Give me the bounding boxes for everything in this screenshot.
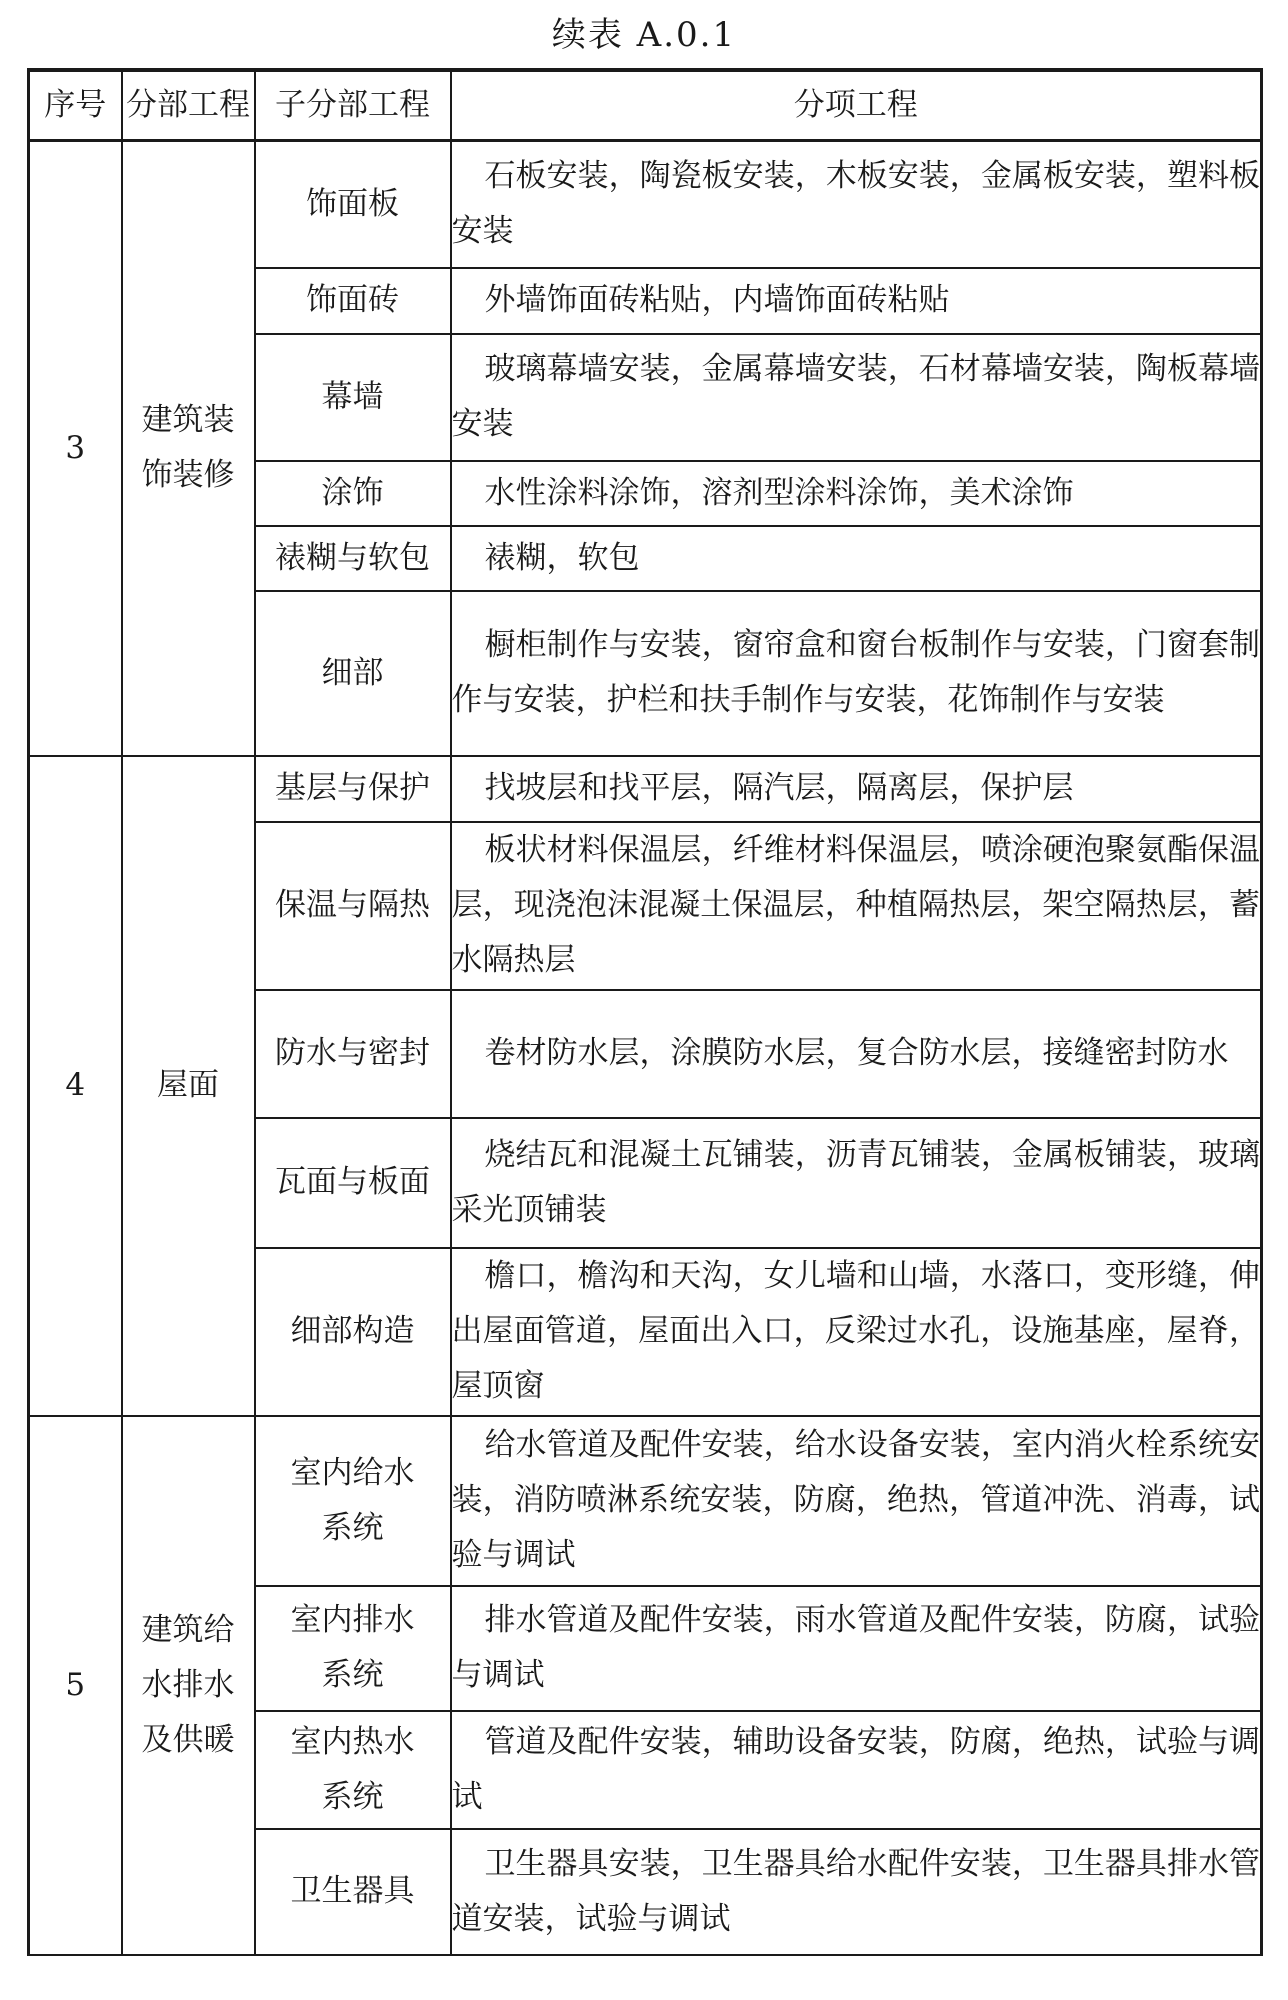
sub-item-cell: 卫生器具安装，卫生器具给水配件安装，卫生器具排水管道安装，试验与调试 [451, 1829, 1262, 1955]
table-row [29, 141, 1262, 268]
division-cell: 屋面 [122, 756, 255, 1416]
sub-division-cell: 室内给水系统 [255, 1416, 451, 1586]
sub-item-cell: 烧结瓦和混凝土瓦铺装，沥青瓦铺装，金属板铺装，玻璃采光顶铺装 [451, 1118, 1262, 1248]
sub-item-cell: 卷材防水层，涂膜防水层，复合防水层，接缝密封防水 [451, 990, 1262, 1118]
sub-division-cell: 细部 [255, 591, 451, 756]
sub-item-cell: 排水管道及配件安装，雨水管道及配件安装，防腐，试验与调试 [451, 1586, 1262, 1711]
page-title: 续表 A.0.1 [551, 15, 737, 55]
sub-division-cell: 卫生器具 [255, 1829, 451, 1955]
header-serial-no: 序号 [29, 70, 122, 141]
table-header-row [29, 70, 1262, 141]
sub-division-cell: 饰面砖 [255, 268, 451, 334]
table-row [29, 1416, 1262, 1586]
division-cell: 建筑给水排水及供暖 [122, 1416, 255, 1955]
page-bottom-cutoff [0, 1968, 1288, 2000]
sub-division-cell: 幕墙 [255, 334, 451, 461]
sub-division-cell: 涂饰 [255, 461, 451, 526]
header-sub-item: 分项工程 [451, 70, 1262, 141]
sub-division-cell: 防水与密封 [255, 990, 451, 1118]
sub-division-cell: 室内排水系统 [255, 1586, 451, 1711]
sub-item-cell: 石板安装，陶瓷板安装，木板安装，金属板安装，塑料板安装 [451, 141, 1262, 268]
sub-division-cell: 瓦面与板面 [255, 1118, 451, 1248]
division-cell: 建筑装饰装修 [122, 141, 255, 756]
header-division: 分部工程 [122, 70, 255, 141]
sub-item-cell: 外墙饰面砖粘贴，内墙饰面砖粘贴 [451, 268, 1262, 334]
serial-no-cell: 3 [29, 141, 122, 756]
header-sub-division: 子分部工程 [255, 70, 451, 141]
sub-division-cell: 室内热水系统 [255, 1711, 451, 1829]
sub-item-table [27, 68, 1263, 1956]
serial-no-cell: 4 [29, 756, 122, 1416]
sub-item-cell: 橱柜制作与安装，窗帘盒和窗台板制作与安装，门窗套制作与安装，护栏和扶手制作与安装，花饰制作与安装 [451, 591, 1262, 756]
sub-item-cell: 找坡层和找平层，隔汽层，隔离层，保护层 [451, 756, 1262, 822]
sub-item-cell: 水性涂料涂饰，溶剂型涂料涂饰，美术涂饰 [451, 461, 1262, 526]
sub-item-cell: 玻璃幕墙安装，金属幕墙安装，石材幕墙安装，陶板幕墙安装 [451, 334, 1262, 461]
sub-division-cell: 基层与保护 [255, 756, 451, 822]
sub-item-cell: 管道及配件安装，辅助设备安装，防腐，绝热，试验与调试 [451, 1711, 1262, 1829]
sub-item-cell: 裱糊，软包 [451, 526, 1262, 591]
sub-division-cell: 饰面板 [255, 141, 451, 268]
serial-no-cell: 5 [29, 1416, 122, 1955]
sub-item-cell: 给水管道及配件安装，给水设备安装，室内消火栓系统安装，消防喷淋系统安装，防腐，绝热，管道冲洗、消毒，试验与调试 [451, 1416, 1262, 1586]
sub-division-cell: 裱糊与软包 [255, 526, 451, 591]
sub-item-cell: 板状材料保温层，纤维材料保温层，喷涂硬泡聚氨酯保温层，现浇泡沫混凝土保温层，种植隔热层，架空隔热层，蓄水隔热层 [451, 822, 1262, 990]
table-row [29, 756, 1262, 822]
sub-item-cell: 檐口，檐沟和天沟，女儿墙和山墙，水落口，变形缝，伸出屋面管道，屋面出入口，反梁过水孔，设施基座，屋脊，屋顶窗 [451, 1248, 1262, 1416]
sub-division-cell: 保温与隔热 [255, 822, 451, 990]
sub-division-cell: 细部构造 [255, 1248, 451, 1416]
